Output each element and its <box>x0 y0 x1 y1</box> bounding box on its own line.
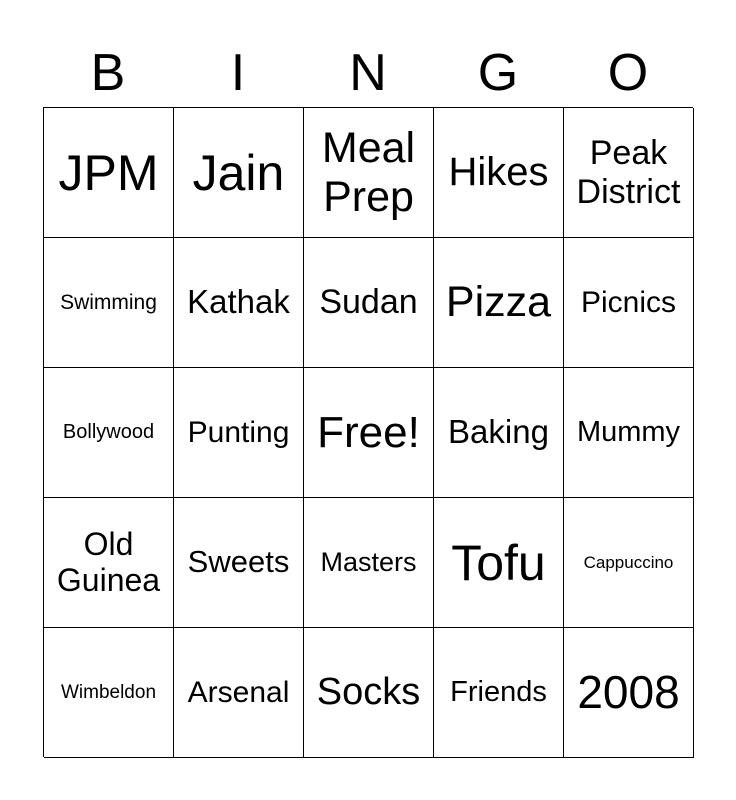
bingo-cell[interactable]: Socks <box>304 628 434 758</box>
bingo-cell[interactable]: Bollywood <box>44 368 174 498</box>
bingo-cell[interactable]: Arsenal <box>174 628 304 758</box>
bingo-cell[interactable]: Friends <box>434 628 564 758</box>
bingo-cell[interactable]: Masters <box>304 498 434 628</box>
header-letter-g: G <box>477 44 519 102</box>
header-letter-i: I <box>230 44 246 102</box>
bingo-cell[interactable]: JPM <box>44 108 174 238</box>
bingo-cell[interactable]: Baking <box>434 368 564 498</box>
header-letter-n: N <box>349 44 387 102</box>
bingo-cell[interactable]: Old Guinea <box>44 498 174 628</box>
bingo-cell[interactable]: Cappuccino <box>564 498 694 628</box>
bingo-cell[interactable]: Mummy <box>564 368 694 498</box>
bingo-cell[interactable]: Wimbeldon <box>44 628 174 758</box>
bingo-cell[interactable]: Tofu <box>434 498 564 628</box>
bingo-cell[interactable]: Swimming <box>44 238 174 368</box>
header-letter-b: B <box>90 44 126 102</box>
bingo-cell[interactable]: Meal Prep <box>304 108 434 238</box>
bingo-cell[interactable]: Sweets <box>174 498 304 628</box>
bingo-header <box>43 40 693 106</box>
bingo-cell[interactable]: Punting <box>174 368 304 498</box>
header-letter-o: O <box>607 44 649 102</box>
bingo-cell[interactable]: Picnics <box>564 238 694 368</box>
bingo-cell[interactable]: Peak District <box>564 108 694 238</box>
bingo-cell[interactable]: 2008 <box>564 628 694 758</box>
bingo-board <box>43 107 693 757</box>
bingo-cell[interactable]: Jain <box>174 108 304 238</box>
bingo-cell[interactable]: Hikes <box>434 108 564 238</box>
bingo-cell[interactable]: Kathak <box>174 238 304 368</box>
free-space-cell[interactable]: Free! <box>304 368 434 498</box>
bingo-cell[interactable]: Pizza <box>434 238 564 368</box>
bingo-cell[interactable]: Sudan <box>304 238 434 368</box>
